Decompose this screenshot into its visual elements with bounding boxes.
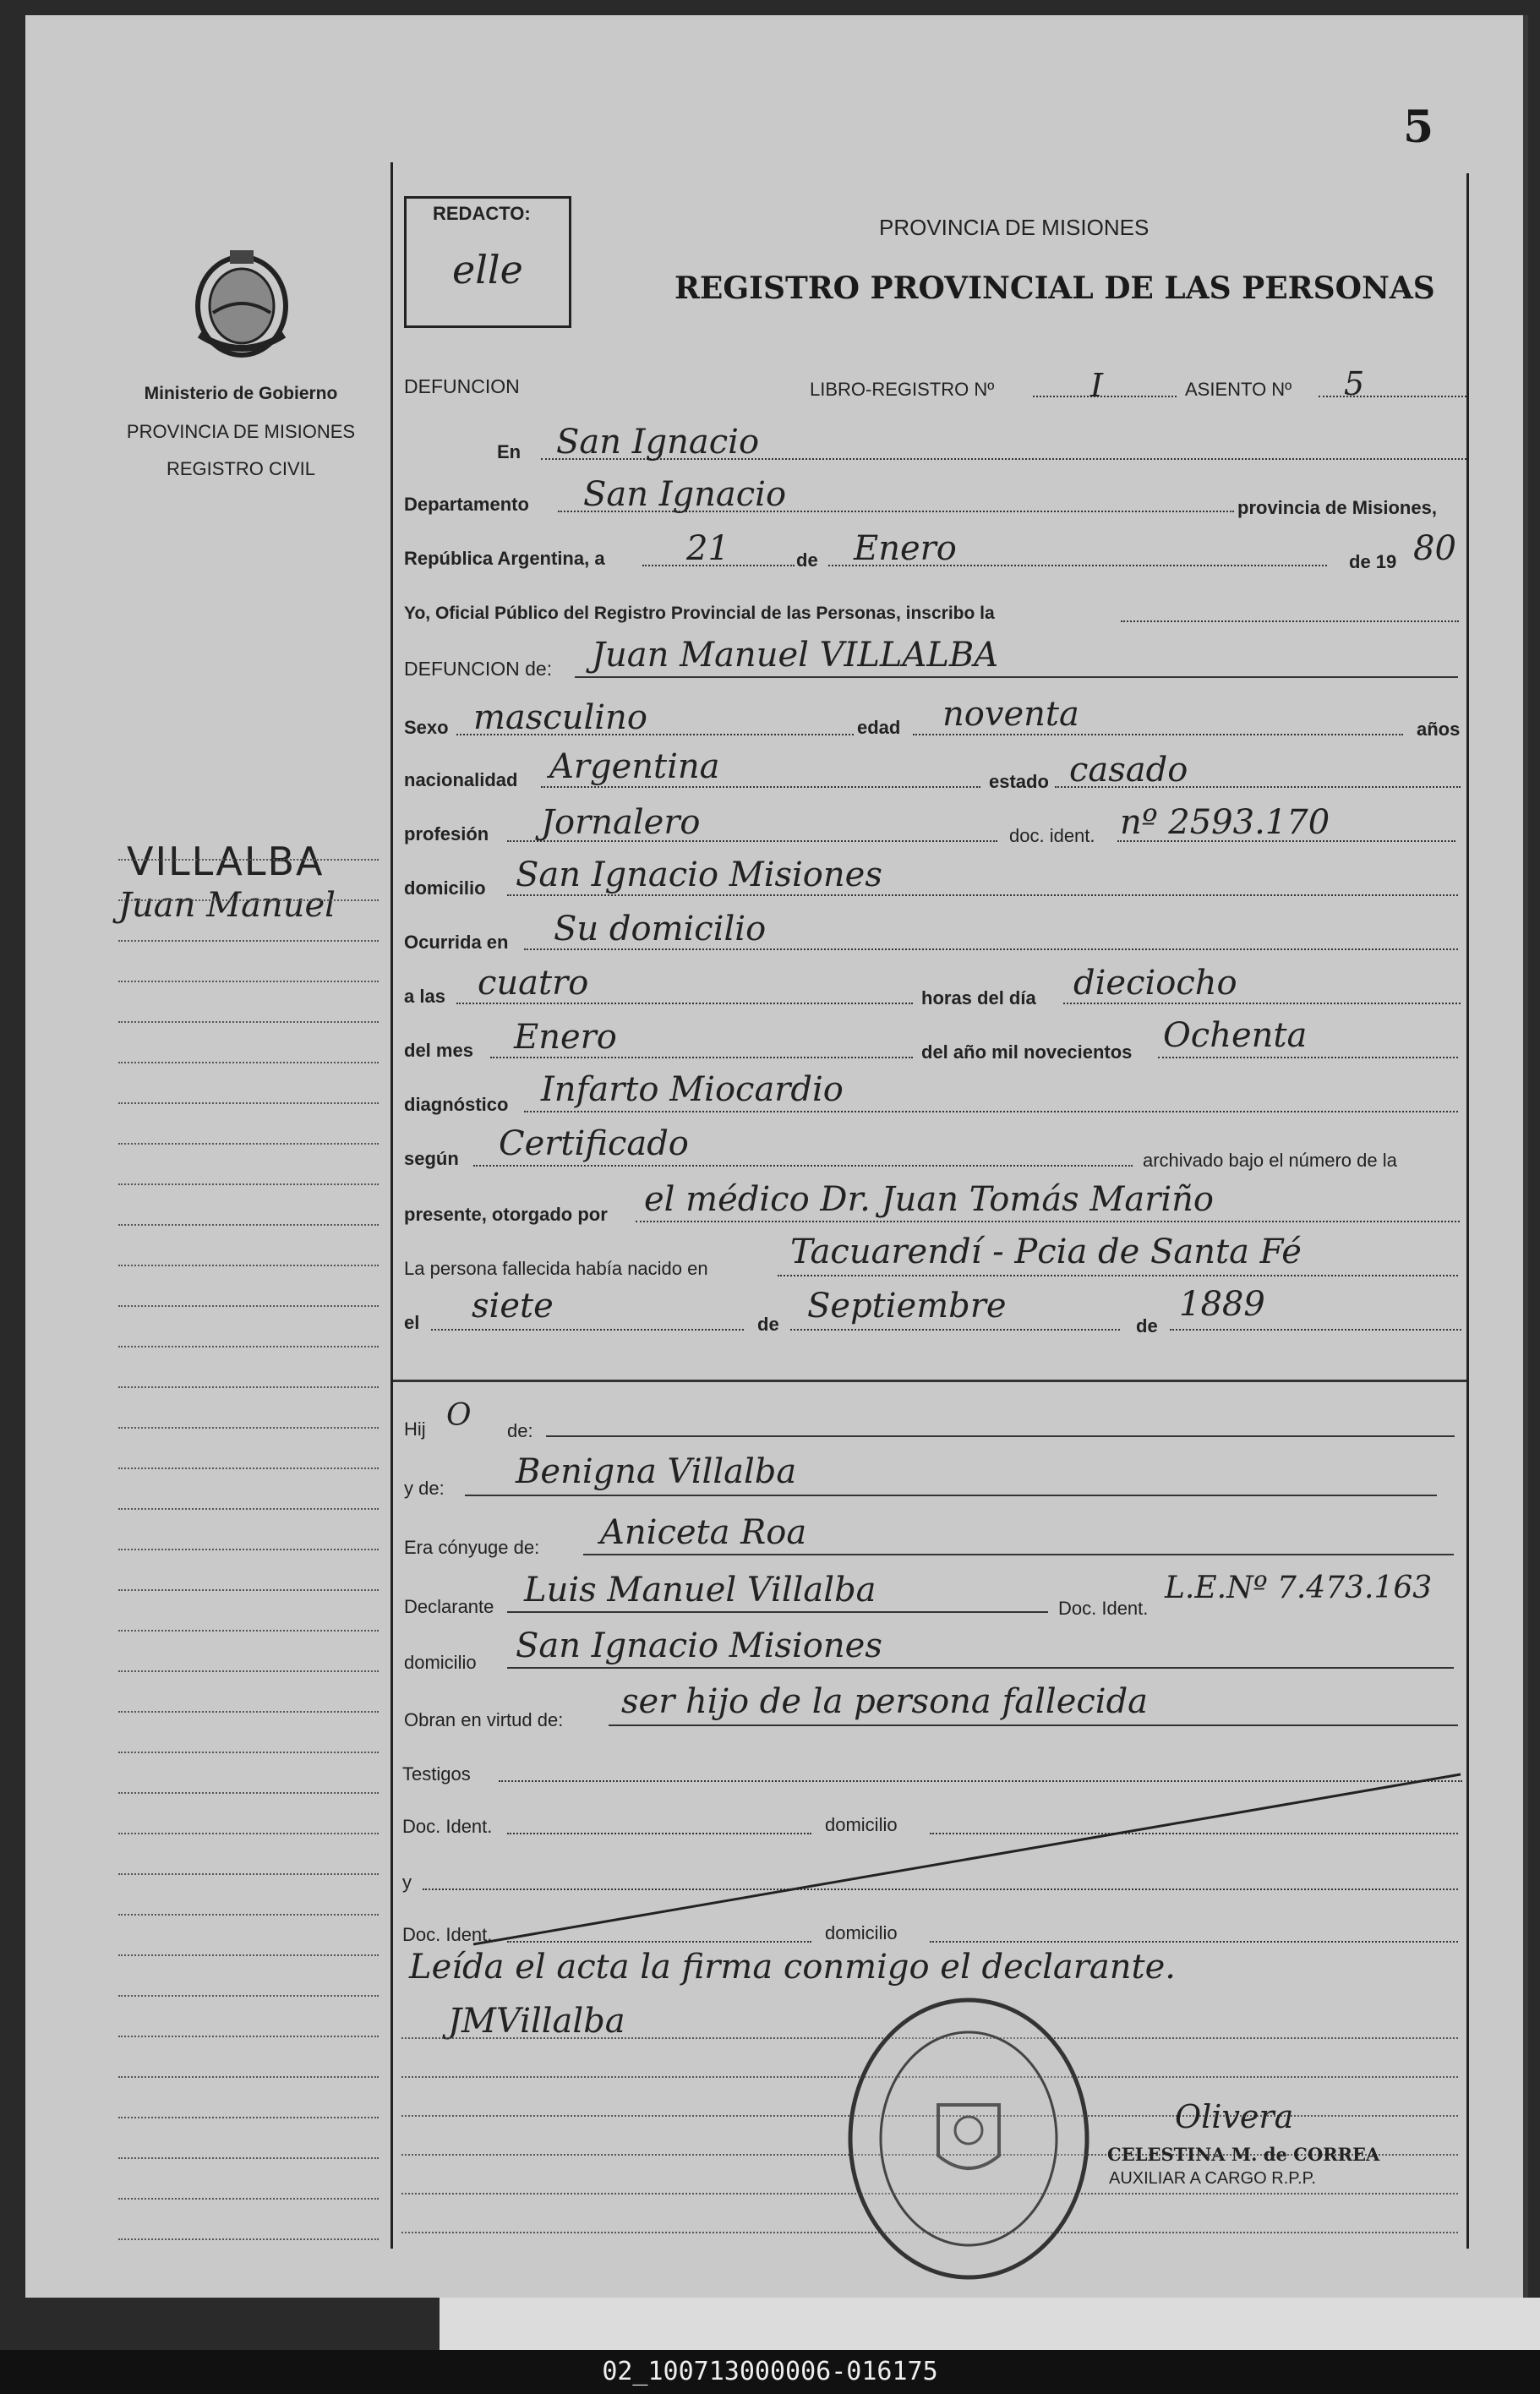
closing-text: Leída el acta la firma conmigo el declarante. [409, 1948, 1176, 1987]
dom2-label: domicilio [825, 1922, 898, 1943]
margin-ruled-line [118, 1670, 379, 1672]
margin-ruled-line [118, 1062, 379, 1063]
margin-ruled-line [118, 1914, 379, 1916]
nacido-label: La persona fallecida había nacido en [404, 1258, 708, 1279]
presente-value: el médico Dr. Juan Tomás Mariño [644, 1180, 1214, 1219]
day-value: 21 [686, 529, 729, 568]
margin-ruled-line [118, 1711, 379, 1713]
diagnostico-value: Infarto Miocardio [541, 1070, 844, 1109]
y-label: y [402, 1872, 412, 1893]
margin-ruled-line [118, 1589, 379, 1591]
delano-value: Ochenta [1163, 1016, 1308, 1055]
margin-ruled-line [118, 1833, 379, 1834]
declarante-label: Declarante [404, 1596, 494, 1617]
delmes-value: Enero [514, 1018, 617, 1057]
hij-de-label: de: [507, 1420, 533, 1441]
margin-ruled-line [118, 1995, 379, 1997]
ocurrida-label: Ocurrida en [404, 932, 509, 953]
image-caption: 02_100713000006-016175 [602, 2357, 938, 2386]
profesion-value: Jornalero [541, 803, 701, 842]
official-signature: Olivera [1175, 2098, 1294, 2135]
right-border [1466, 173, 1469, 2249]
margin-ruled-line [118, 859, 379, 861]
margin-ruled-line [118, 2198, 379, 2200]
estado-label: estado [989, 771, 1049, 792]
margin-registry: REGISTRO CIVIL [166, 458, 316, 479]
margin-ruled-line [118, 1265, 379, 1266]
segun-label: según [404, 1148, 459, 1169]
alas-label: a las [404, 986, 445, 1007]
page-number: 5 [1403, 101, 1434, 153]
domicilio-value: San Ignacio Misiones [516, 855, 882, 894]
official-stamp-icon [845, 1995, 1092, 2282]
margin-ruled-line [118, 899, 379, 901]
edad-label: edad [857, 717, 901, 738]
yde-value: Benigna Villalba [516, 1452, 797, 1491]
margin-ruled-line [118, 1305, 379, 1307]
column-divider [390, 162, 393, 2249]
profesion-label: profesión [404, 823, 489, 844]
doc-label: doc. ident. [1009, 825, 1095, 846]
margin-ruled-line [118, 2238, 379, 2240]
nacido-value: Tacuarendí - Pcia de Santa Fé [790, 1233, 1302, 1271]
diagnostico-label: diagnóstico [404, 1094, 509, 1115]
birth-year-value: 1889 [1179, 1285, 1265, 1324]
hij-label: Hij [404, 1418, 426, 1440]
yde-label: y de: [404, 1478, 445, 1499]
year-value: 80 [1413, 529, 1456, 568]
margin-ruled-line [118, 2076, 379, 2078]
horas-label: horas del día [921, 987, 1036, 1008]
redacto-label: REDACTO: [433, 203, 531, 224]
republica-label: República Argentina, a [404, 548, 605, 569]
margin-ruled-line [118, 1102, 379, 1104]
margin-ruled-line [118, 1143, 379, 1145]
page-bottom-edge [440, 2298, 1540, 2357]
declarante-value: Luis Manuel Villalba [524, 1571, 876, 1610]
year-label: de 19 [1349, 551, 1397, 572]
margin-ruled-line [118, 1346, 379, 1347]
asiento-value: 5 [1344, 365, 1365, 402]
departamento-value: San Ignacio [583, 475, 787, 514]
delano-label: del año mil novecientos [921, 1041, 1133, 1063]
archivado-label: archivado bajo el número de la [1143, 1150, 1397, 1171]
defuncion-label: DEFUNCION de: [404, 658, 553, 680]
margin-surname: VILLALBA [127, 839, 325, 884]
horas-value: dieciocho [1073, 964, 1237, 1003]
margin-ruled-line [118, 1630, 379, 1632]
header-province: PROVINCIA DE MISIONES [879, 215, 1150, 240]
nacionalidad-value: Argentina [549, 747, 720, 786]
margin-ruled-line [118, 1427, 379, 1429]
margin-ruled-line [118, 1183, 379, 1185]
margin-ruled-line [118, 1792, 379, 1794]
el-label: el [404, 1312, 420, 1333]
margin-ruled-line [118, 1549, 379, 1550]
cancel-stroke [473, 1771, 1462, 1949]
departamento-label: Departamento [404, 494, 529, 515]
domicilio-label: domicilio [404, 877, 486, 899]
month-value: Enero [854, 529, 957, 568]
conyuge-label: Era cónyuge de: [404, 1537, 540, 1558]
obran-value: ser hijo de la persona fallecida [621, 1682, 1149, 1721]
lower-domicilio-value: San Ignacio Misiones [516, 1626, 882, 1665]
defuncion-value: Juan Manuel VILLALBA [592, 636, 999, 675]
estado-value: casado [1069, 751, 1188, 790]
anos-label: años [1417, 719, 1461, 740]
margin-ruled-line [118, 1873, 379, 1875]
margin-ruled-line [118, 1386, 379, 1388]
document-type: DEFUNCION [404, 375, 520, 397]
month-de-label: de [796, 549, 818, 571]
oficial-text: Yo, Oficial Público del Registro Provincial de las Personas, inscribo la [404, 604, 995, 623]
official-name: CELESTINA M. de CORREA [1107, 2144, 1380, 2165]
asiento-label: ASIENTO Nº [1185, 379, 1292, 400]
margin-ruled-line [118, 2117, 379, 2118]
section-divider [393, 1380, 1466, 1382]
declarante-doc-label: Doc. Ident. [1058, 1598, 1149, 1619]
margin-ruled-line [118, 1954, 379, 1956]
header-title: REGISTRO PROVINCIAL DE LAS PERSONAS [674, 271, 1435, 306]
libro-label: LIBRO-REGISTRO Nº [810, 379, 995, 400]
sexo-label: Sexo [404, 717, 449, 738]
margin-ruled-line [118, 1224, 379, 1226]
declarante-doc-value: L.E.Nº 7.473.163 [1165, 1571, 1433, 1605]
edad-value: noventa [942, 695, 1079, 734]
declarante-signature: JMVillalba [448, 2002, 625, 2041]
birth-year-de-label: de [1136, 1315, 1158, 1336]
ocurrida-value: Su domicilio [554, 910, 767, 948]
doc2-label: Doc. Ident. [402, 1924, 493, 1945]
lower-domicilio-label: domicilio [404, 1652, 477, 1673]
dom1-label: domicilio [825, 1814, 898, 1835]
margin-province: PROVINCIA DE MISIONES [126, 421, 356, 442]
margin-ruled-line [118, 1752, 379, 1753]
margin-ruled-line [118, 981, 379, 982]
nacionalidad-label: nacionalidad [404, 769, 518, 790]
margin-ruled-line [118, 2157, 379, 2159]
margin-ruled-line [118, 940, 379, 942]
birth-month-value: Septiembre [807, 1287, 1007, 1325]
official-title: AUXILIAR A CARGO R.P.P. [1109, 2169, 1316, 2188]
conyuge-value: Aniceta Roa [600, 1513, 807, 1552]
margin-ruled-line [118, 2036, 379, 2037]
hij-value: O [446, 1398, 472, 1433]
alas-value: cuatro [478, 964, 589, 1003]
presente-label: presente, otorgado por [404, 1204, 608, 1225]
birth-month-de-label: de [757, 1314, 779, 1335]
margin-given-name: Juan Manuel [118, 886, 336, 925]
sexo-value: masculino [473, 698, 647, 737]
margin-ruled-line [118, 1468, 379, 1469]
obran-label: Obran en virtud de: [404, 1709, 564, 1730]
el-value: siete [472, 1287, 554, 1325]
margin-ruled-line [118, 1508, 379, 1510]
coat-of-arms-icon [188, 243, 296, 362]
doc-value: nº 2593.170 [1120, 803, 1330, 842]
margin-ministry: Ministerio de Gobierno [144, 384, 338, 403]
segun-value: Certificado [499, 1124, 689, 1163]
margin-ruled-line [118, 1021, 379, 1023]
provincia-suffix: provincia de Misiones, [1237, 497, 1437, 518]
libro-value: I [1090, 367, 1104, 404]
redacto-initials: elle [452, 247, 523, 292]
doc1-label: Doc. Ident. [402, 1816, 493, 1837]
en-label: En [497, 441, 522, 462]
en-value: San Ignacio [556, 423, 760, 462]
delmes-label: del mes [404, 1040, 473, 1061]
testigos-label: Testigos [402, 1763, 471, 1785]
